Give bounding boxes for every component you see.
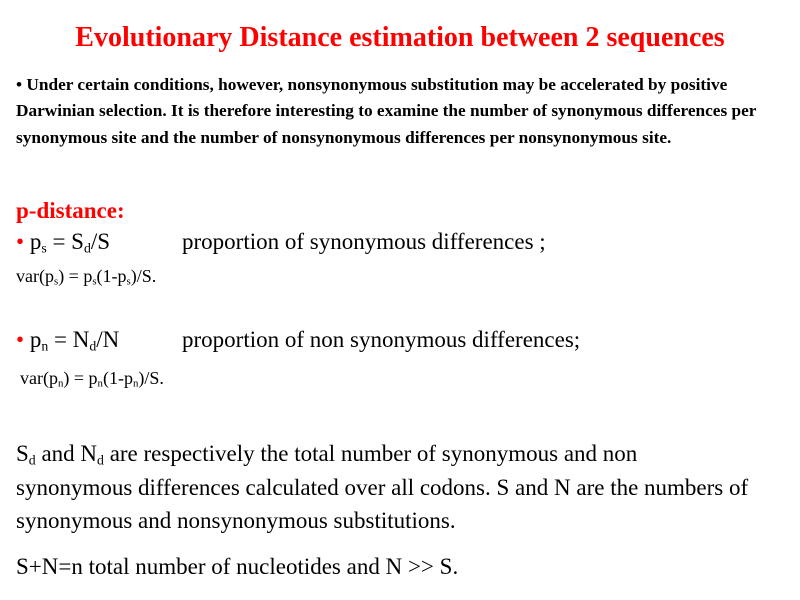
definitions-paragraph [16,436,791,537]
var-pn-formula: $var(p_n) = p_n(1-p_n)/S$. [20,368,164,390]
total-nucleotides-line: S+N=n total number of nucleotides and N >> S. [16,554,459,579]
bullet-marker: • [16,229,25,254]
bullet-marker: • [16,327,25,352]
ps-formula: $p_s = S_d/S$ [29,229,111,256]
intro-paragraph [16,72,786,151]
pn-formula-line [16,327,581,354]
definitions-line-2: synonymous differences calculated over all codons. S and N are the numbers of synonymous and nonsynonymous substitutions. [16,475,749,533]
pn-description: proportion of non synonymous differences; [182,327,581,352]
pn-formula: $p_n = N_d/N$ [29,327,120,354]
p-distance-heading: p-distance: [16,198,125,223]
intro-bullet: • [16,75,23,94]
ps-formula-line [16,229,546,256]
var-ps-formula: $var(p_s) = p_s(1-p_s)/S$. [16,266,157,288]
intro-text: Under certain conditions, however, nonsynonymous substitution may be accelerated by positive Darwinian selection. It is therefore interesting to examine the number of synonymous differences per synonymous site and the number of nonsynonymous differences per nonsynonymous site. [16,75,757,147]
definitions-line-1: $S_d$ and $N_d$ are respectively the total number of synonymous and non [16,441,638,468]
slide-title: Evolutionary Distance estimation between 2 sequences [75,22,725,53]
ps-description: proportion of synonymous differences ; [182,229,546,254]
